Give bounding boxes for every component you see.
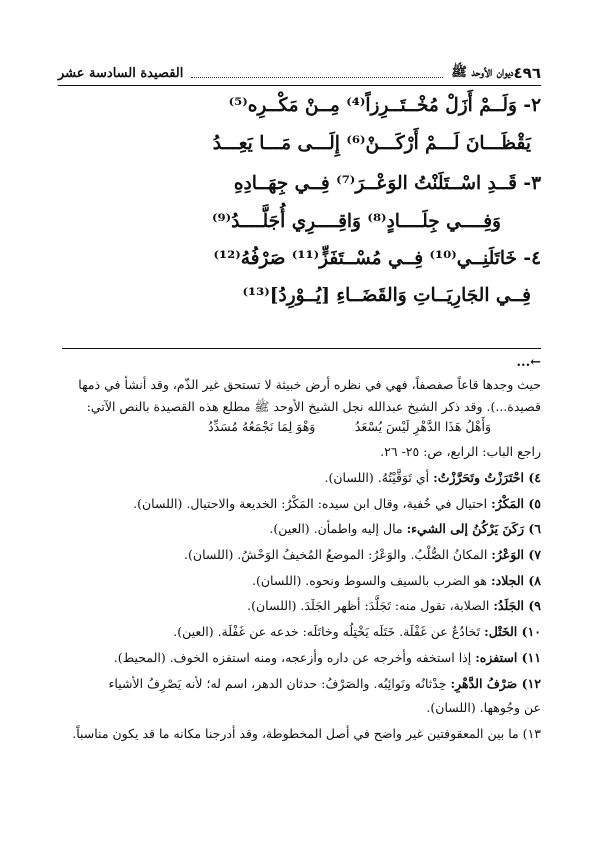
footnote-term: ٤) احْتَرَزْتُ وتَحَرَّزْتُ:	[433, 470, 541, 485]
footnote-definition: مال إليه واطمأن. (العين).	[269, 521, 407, 536]
footnote-term: ٦) رَكَنَ يَرْكُنُ إلى الشيء:	[406, 521, 541, 536]
footnote-term: ٧) الوَعْرُ:	[491, 547, 541, 562]
footnote-definition: أي تَوَقَّيْتُهُ. (اللسان).	[324, 470, 434, 485]
footnote-definition: الصلابة، تقول منه: تَجَلَّدَ: أظهر الجَلَدَ. (اللسان).	[247, 598, 494, 613]
page-number: ٤٩٦	[513, 64, 541, 82]
footnote-definition: تَخادُعٌ عن غَفْلَة. خَتَلَه يَخْتِلُه وخاتَلَه: خدعه عن غَفْلَة. (العين).	[173, 624, 485, 639]
footnote-5	[58, 496, 541, 511]
footnote-term: ٥) المَكْرُ:	[491, 496, 541, 511]
footnote-8	[58, 573, 541, 588]
footnote-definition: المكانُ الصُّلْبُ. والوَعْرُ: الموضعُ المُخيفُ الوَحْشُ. (اللسان).	[184, 547, 492, 562]
section-title: القصيدة السادسة عشر	[58, 65, 184, 81]
verse-line: وَفِــــي جِلَــــادٍ⁽⁸⁾ وَاقِــــرِي أُجَلَّــــدُ⁽⁹⁾	[212, 211, 501, 232]
verse-line: ٣- قَــدِ اسْــتَلَنْتُ الوَعْــرَ⁽⁷⁾ فِــي جِهَــادِهِ	[233, 173, 541, 194]
footnote-10	[58, 624, 541, 639]
footnote-12-continuation: عن وجُوهها. (اللسان).	[426, 700, 541, 715]
footnote-6	[58, 521, 541, 536]
verse-line: يَقْظَـــانَ لَـــمْ أَرْكَـــنْ⁽⁶⁾ إِلَـــى مَـــا يَعِـــدُ	[212, 133, 531, 154]
footnote-term: ١١) استفزه:	[475, 650, 541, 665]
footnote-definition: احتيال في خُفية، وقال ابن سيده: المَكْرُ: الخديعة والاحتيال. (اللسان).	[133, 496, 492, 511]
footnote-reference: راجع الباب: الرابع، ص: ٢٥- ٢٦.	[380, 444, 541, 459]
footnote-separator	[62, 348, 541, 349]
footnote-definition: إذا استخفه وأخرجه عن داره وأزعجه، ومنه استفزه الخوف. (المحيط).	[113, 650, 476, 665]
footnote-text: قصيدة...). وقد ذكر الشيخ عبدالله نجل الشيخ الأوحد ﷺ مطلع هذه القصيدة بالنص الآتي:	[86, 399, 541, 414]
quoted-hemistich: وَأَهْلُ هَذَا الدَّهْرِ لَيْسَ يُسْعَدُ	[354, 419, 491, 434]
footnote-definition: حِدْثانُه ونَوائِبُه. والصَرْفُ: حدثان الدهر، اسم له؛ لأنه يَصْرِفُ الأشياء	[108, 676, 451, 691]
page-header	[58, 62, 541, 84]
verse-line: ٢- وَلَــمْ أَزَلْ مُخْــتَــرِزاً⁽⁴⁾ مِــنْ مَكْــرِه⁽⁵⁾	[228, 95, 541, 116]
book-title: ديوان الأوحد ﷺ	[451, 64, 514, 80]
footnote-4	[58, 470, 541, 485]
footnote-9	[58, 598, 541, 613]
footnote-term: ١٢) صَرْفُ الدَّهْرِ:	[450, 676, 541, 691]
header-dotted-leader	[191, 69, 443, 78]
verse-line: فِــي الجَارِيَــاتِ وَالقَضَــاءِ [يُــوْرِدُ]⁽¹³⁾	[242, 285, 531, 306]
quoted-hemistich: وَهْوَ لِمَا نَجْمَعُهُ مُسَدِّدُ	[208, 419, 316, 434]
footnote-continuation-mark: ←...	[516, 355, 541, 370]
footnote-definition: هو الضرب بالسيف والسوط ونحوه. (اللسان).	[252, 573, 492, 588]
footnote-term: ١٠) الخَتْل:	[484, 624, 541, 639]
footnote-7	[58, 547, 541, 562]
verse-line: ٤- خَاتَلَنِــي⁽¹⁰⁾ فِــي مُسْــتَفَزٍّ⁽¹¹⁾ صَرْفُهُ⁽¹²⁾	[213, 248, 541, 269]
quoted-poem	[208, 419, 491, 434]
header-rule	[58, 85, 541, 86]
footnote-text: حيث وجدها قاعاً صفصفاً، فهي في نظره أرض خبيثة لا تستحق غير الذّم، وقد أنشأ في ذمها	[78, 377, 541, 392]
footnote-term: ٩) الجَلَدُ:	[493, 598, 541, 613]
footnote-term: ٨) الجلاد:	[491, 573, 541, 588]
footnote-13: ١٣) ما بين المعقوفتين غير واضح في أصل المخطوطة، وقد أدرجنا مكانه ما قد يكون مناسباً.	[72, 726, 541, 741]
footnote-12	[58, 676, 541, 691]
footnote-11	[58, 650, 541, 665]
